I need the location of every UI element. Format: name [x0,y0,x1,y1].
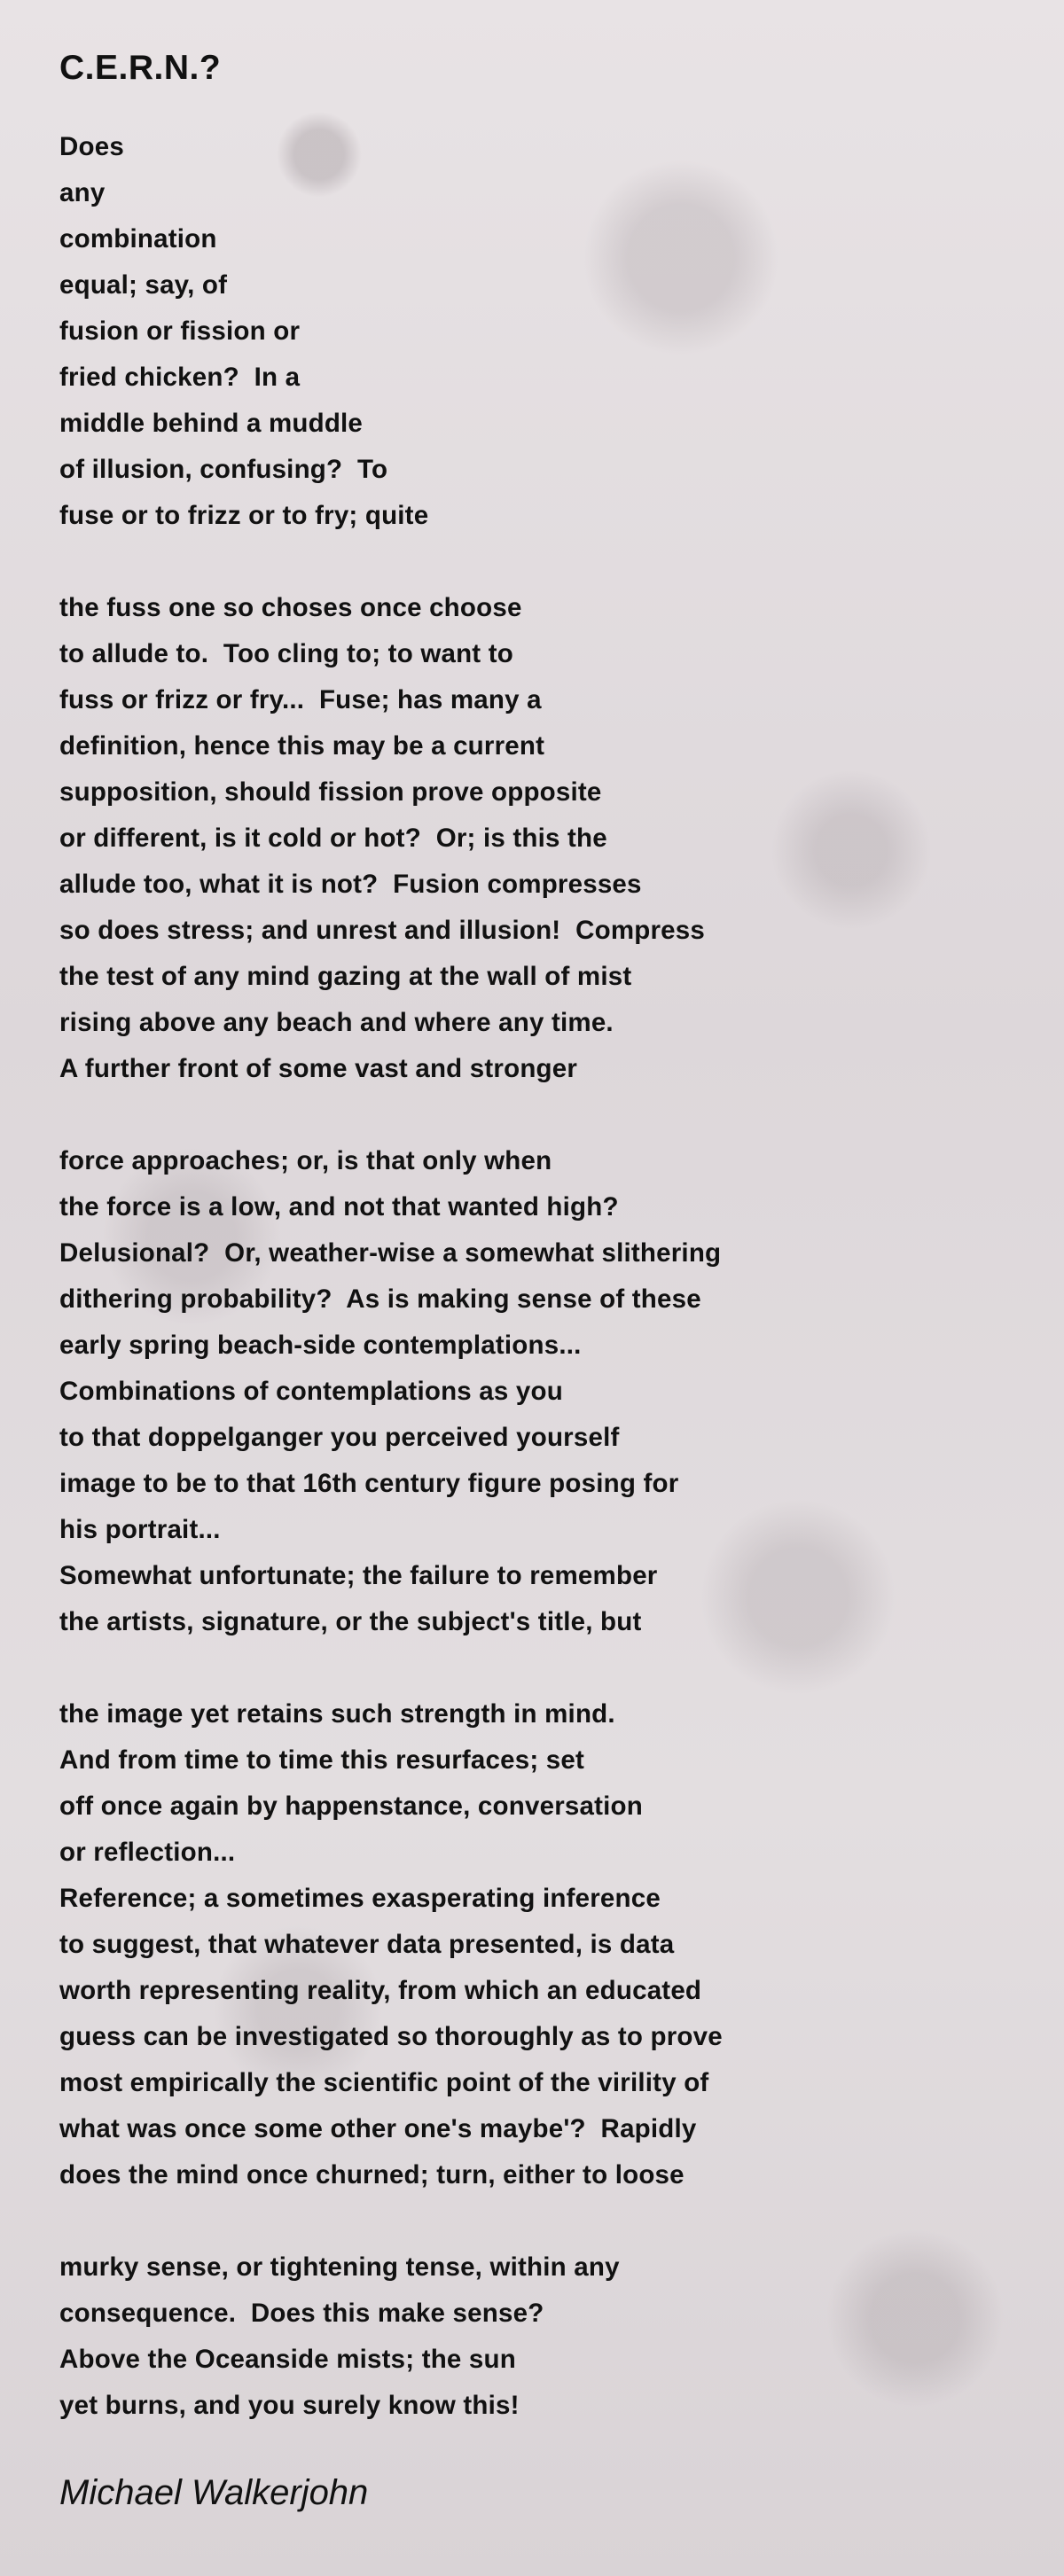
poem-line: worth representing reality, from which an educated [59,1976,702,2005]
poem-line: murky sense, or tightening tense, within any [59,2252,620,2282]
poem-line: off once again by happenstance, conversation [59,1791,643,1821]
poem-line: the artists, signature, or the subject's title, but [59,1607,642,1636]
poem-line: Somewhat unfortunate; the failure to remember [59,1561,658,1590]
stanza-3 [59,1138,1017,1645]
poem-line: yet burns, and you surely know this! [59,2391,520,2420]
poem-line: guess can be investigated so thoroughly as to prove [59,2022,723,2051]
poem-line: so does stress; and unrest and illusion! Compress [59,916,705,945]
poem-line: or reflection... [59,1838,236,1867]
poem-line: Reference; a sometimes exasperating inference [59,1884,661,1913]
poem-line: combination [59,224,217,254]
poem-line: allude too, what it is not? Fusion compresses [59,870,642,899]
stanza-1 [59,124,1017,539]
poem-line: And from time to time this resurfaces; set [59,1745,584,1775]
poem-line: Combinations of contemplations as you [59,1377,563,1406]
poem-line: supposition, should fission prove opposite [59,777,602,807]
poem-line: early spring beach-side contemplations... [59,1331,582,1360]
poem-line: dithering probability? As is making sense of these [59,1284,701,1314]
poem-line: consequence. Does this make sense? [59,2299,544,2328]
poem-line: to that doppelganger you perceived yourself [59,1423,620,1452]
poem-line: rising above any beach and where any time. [59,1008,614,1037]
poem-line: fusion or fission or [59,316,301,346]
poem-line: Above the Oceanside mists; the sun [59,2345,516,2374]
poem-line: any [59,178,106,207]
stanza-2 [59,585,1017,1092]
poem-line: definition, hence this may be a current [59,731,545,761]
poem-line: or different, is it cold or hot? Or; is this the [59,824,607,853]
poem-line: what was once some other one's maybe'? Rapidly [59,2114,697,2143]
poem-line: the image yet retains such strength in mind. [59,1699,615,1729]
poem-line: to allude to. Too cling to; to want to [59,639,513,668]
poem-line: Delusional? Or, weather-wise a somewhat slithering [59,1238,722,1268]
poem-line: the fuss one so choses once choose [59,593,522,622]
poem-container [59,44,1017,2517]
poem-line: the test of any mind gazing at the wall of mist [59,962,632,991]
poem-title: C.E.R.N.? [59,49,222,87]
poem-line: of illusion, confusing? To [59,455,388,484]
poem-line: force approaches; or, is that only when [59,1146,552,1175]
poem-author: Michael Walkerjohn [59,2473,369,2512]
poem-line: image to be to that 16th century figure posing for [59,1469,679,1498]
poem-line: middle behind a muddle [59,409,364,438]
poem-line: the force is a low, and not that wanted high? [59,1192,619,1222]
poem-line: fuss or frizz or fry... Fuse; has many a [59,685,542,714]
stanza-5 [59,2244,1017,2429]
poem-line: A further front of some vast and stronger [59,1054,578,1083]
poem-line: fuse or to frizz or to fry; quite [59,501,429,530]
poem-line: fried chicken? In a [59,363,301,392]
poem-line: most empirically the scientific point of the virility of [59,2068,709,2097]
poem-line: does the mind once churned; turn, either to loose [59,2160,685,2190]
poem-line: his portrait... [59,1515,221,1544]
poem-line: equal; say, of [59,270,228,300]
poem-line: Does [59,132,124,161]
poem-line: to suggest, that whatever data presented, is data [59,1930,675,1959]
stanza-4 [59,1691,1017,2198]
